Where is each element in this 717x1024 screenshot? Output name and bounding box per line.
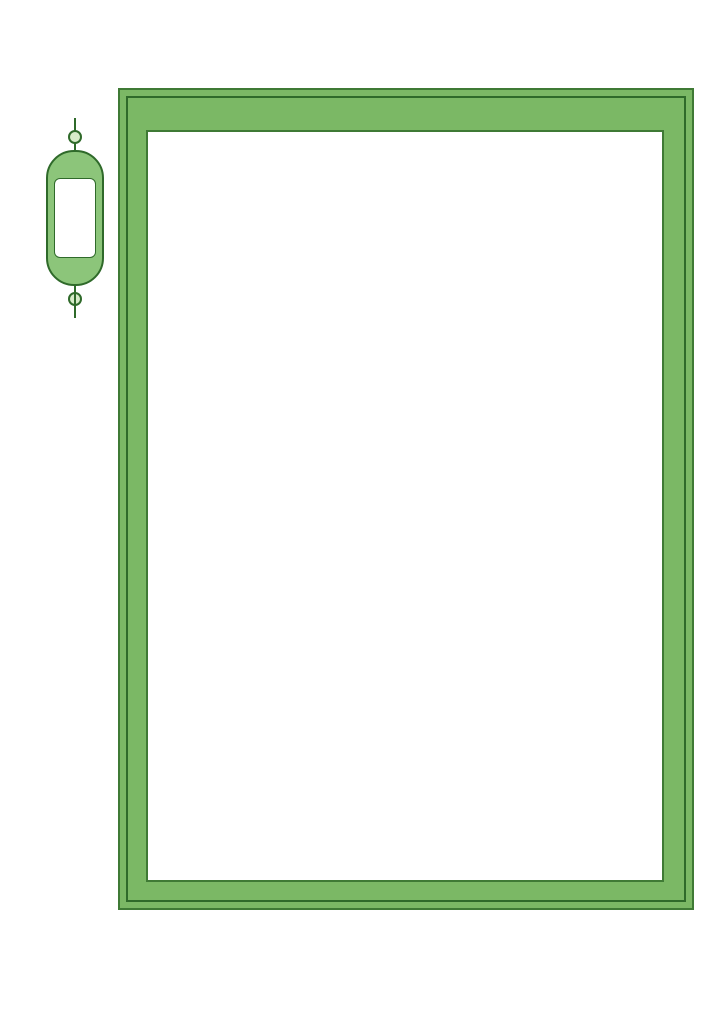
badge-bottom-stem bbox=[74, 284, 76, 318]
badge-top-ring bbox=[68, 130, 82, 144]
juz-hizb-badge bbox=[40, 118, 110, 318]
text-panel bbox=[146, 130, 664, 882]
badge-inner-panel bbox=[54, 178, 96, 258]
